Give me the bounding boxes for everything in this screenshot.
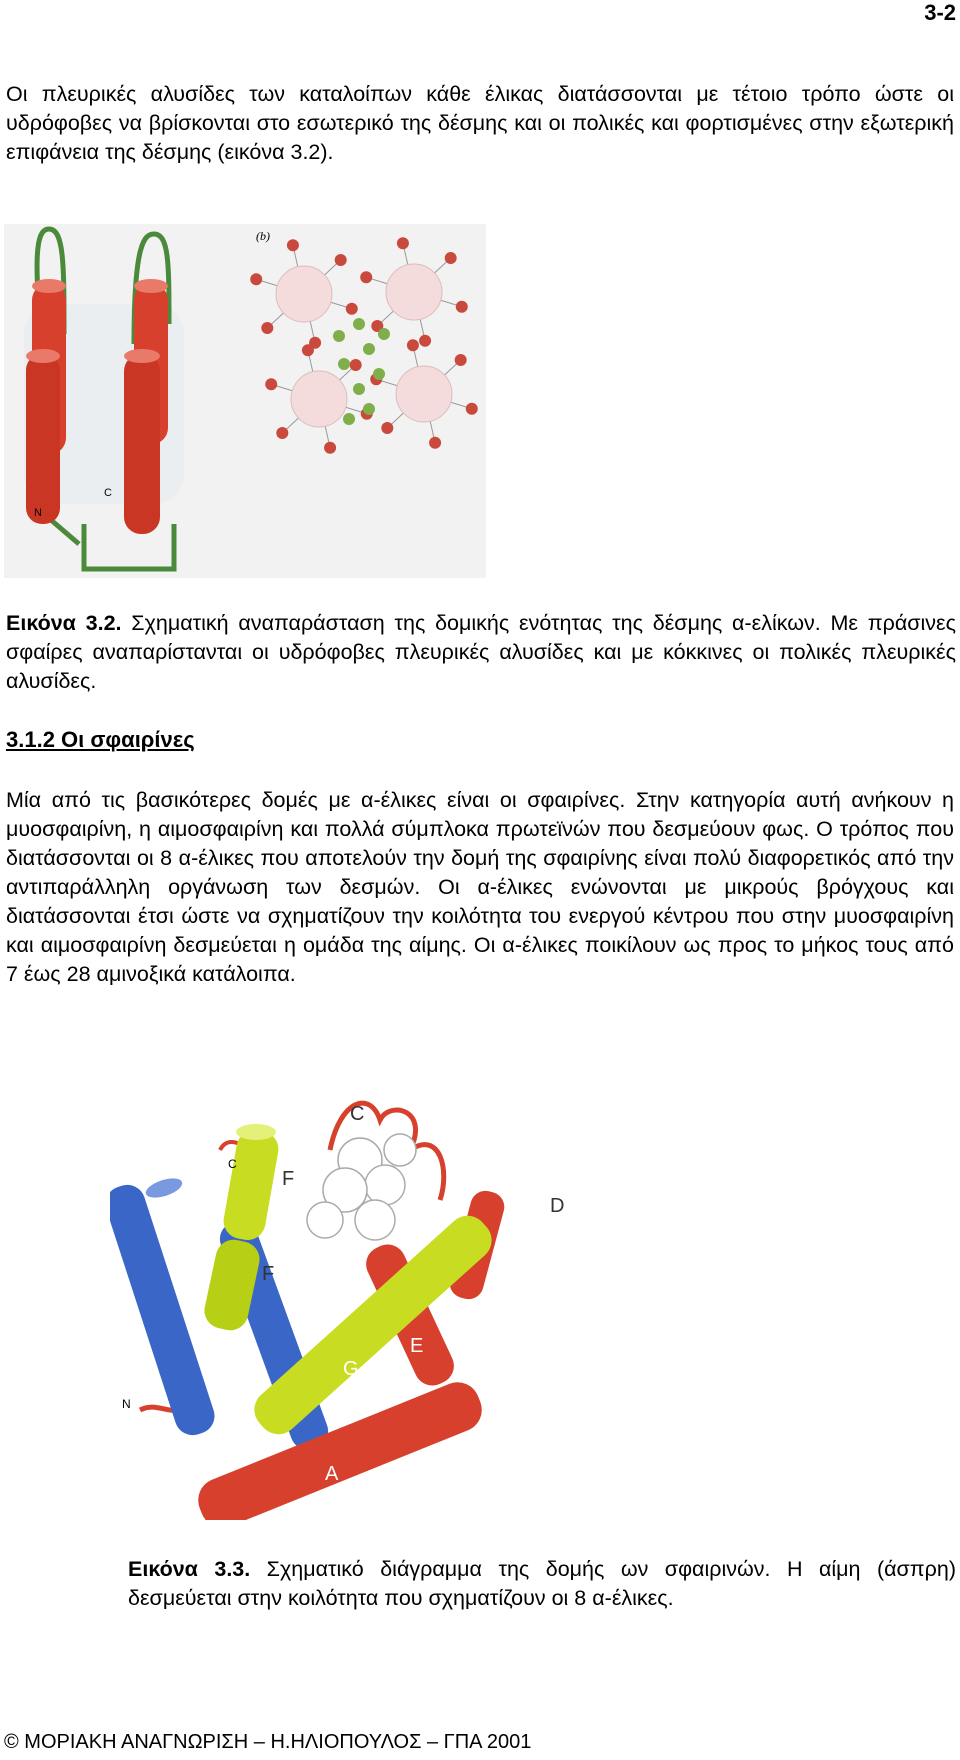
helix-cross-section <box>276 266 332 322</box>
figure-3-3-caption <box>128 1555 956 1613</box>
polar-sphere <box>455 354 467 366</box>
helix-cross-section <box>396 366 452 422</box>
helix-label-h: H <box>190 1273 205 1295</box>
figure-3-3-label: Εικόνα 3.3. <box>128 1557 251 1581</box>
polar-sphere <box>429 437 441 449</box>
globin-fold-diagram <box>110 1090 590 1520</box>
helix-bundle-panel <box>24 229 184 569</box>
helix-a <box>192 1376 489 1520</box>
footer-copyright: © ΜΟΡΙΑΚΗ ΑΝΑΓΝΩΡΙΣΗ – Η.ΗΛΙΟΠΟΥΛΟΣ – ΓΠΑ 2001 <box>4 1731 532 1753</box>
panel-b-label: (b) <box>256 229 270 243</box>
helix-label-g: G <box>343 1358 359 1380</box>
polar-sphere <box>287 239 299 251</box>
helix-label-d: D <box>550 1195 565 1217</box>
section-heading: 3.1.2 Οι σφαιρίνες <box>6 727 195 752</box>
bottom-loop <box>84 524 174 569</box>
figure-3-2-caption <box>6 609 956 696</box>
heme-group <box>307 1134 416 1240</box>
hydrophobic-sphere <box>343 413 355 425</box>
intro-paragraph: Οι πλευρικές αλυσίδες των καταλοίπων κάθε έλικας διατάσσονται με τέτοιο τρόπο ώστε οι υδρόφοβες να βρίσκονται στο εσωτερικό της δέσμης και οι πολικές και φορτισμένες στην εξωτερική επιφάνεια της δέσμης (εικόνα 3.2). <box>6 82 954 164</box>
polar-sphere <box>445 252 457 264</box>
hydrophobic-sphere <box>353 318 365 330</box>
helix-label-f-bottom: F <box>262 1263 275 1285</box>
polar-sphere <box>324 442 336 454</box>
terminus-c-label: C <box>104 487 112 499</box>
hydrophobic-sphere <box>373 368 385 380</box>
figure-3-2-label: Εικόνα 3.2. <box>6 611 122 635</box>
polar-sphere <box>335 254 347 266</box>
helix-label-a: A <box>325 1463 339 1485</box>
hydrophobic-sphere <box>378 328 390 340</box>
hydrophobic-sphere <box>363 403 375 415</box>
hydrophobic-sphere <box>353 383 365 395</box>
figure-3-2-image <box>4 224 486 578</box>
helix-label-e: E <box>410 1335 424 1357</box>
polar-sphere <box>360 271 372 283</box>
terminus-c-label: C <box>228 1157 237 1171</box>
helix-bundle-diagram <box>4 224 486 578</box>
polar-sphere <box>350 359 362 371</box>
polar-sphere <box>419 335 431 347</box>
figure-3-2-caption-text: Σχηματική αναπαράσταση της δομικής ενότητας της δέσμης α-ελίκων. Με πράσινες σφαίρες αναπαρίστανται οι υδρόφοβες πλευρικές αλυσίδες και με κόκκινες οι πολικές πλευρικές αλυσίδες. <box>6 611 957 693</box>
helix-cross-section <box>291 371 347 427</box>
polar-sphere <box>250 273 262 285</box>
globins-paragraph: Μία από τις βασικότερες δομές με α-έλικες είναι οι σφαιρίνες. Στην κατηγορία αυτή ανήκουν η μυοσφαιρίνη, η αιμοσφαιρίνη και πολλά σύμπλοκα πρωτεϊνών που δεσμεύουν φως. Ο τρόπος που διατάσσονται οι 8 α-έλικες που αποτελούν την δομή της σφαιρίνης είναι πολύ διαφορετικός από την αντιπαράλληλη οργάνωση των δεσμών. Οι α-έλικες ενώνονται με μικρούς βρόγχους και διατάσσονται έτσι ώστε να σχηματίζουν την κοιλότητα του ενεργού κέντρου που στην μυοσφαιρίνη και αιμοσφαιρίνη δεσμεύεται η ομάδα της αίμης. Οι α-έλικες ποικίλουν ως προς το μήκος τους από 7 έως 28 αμινοξικά κατάλοιπα. <box>6 788 954 986</box>
helix-cylinder <box>124 354 160 534</box>
polar-sphere <box>397 237 409 249</box>
polar-sphere <box>466 403 478 415</box>
helix-cylinder <box>26 354 60 524</box>
helix-cross-section <box>386 264 442 320</box>
polar-sphere <box>276 427 288 439</box>
page-number: 3-2 <box>924 0 956 25</box>
polar-sphere <box>407 339 419 351</box>
cross-section-panel <box>250 237 478 454</box>
hydrophobic-sphere <box>333 330 345 342</box>
polar-sphere <box>302 344 314 356</box>
polar-sphere <box>456 301 468 313</box>
helix-label-f-top: F <box>282 1168 295 1190</box>
polar-sphere <box>265 378 277 390</box>
figure-3-3-caption-text: Σχηματικό διάγραμμα της δομής ων σφαιρινών. Η αίμη (άσπρη) δεσμεύεται στην κοιλότητα που σχηματίζουν οι 8 α-έλικες. <box>128 1557 956 1610</box>
hydrophobic-sphere <box>338 358 350 370</box>
helix-label-b: B <box>462 1303 476 1325</box>
figure-3-3-image <box>110 1090 590 1520</box>
polar-sphere <box>261 322 273 334</box>
helix-label-c: C <box>350 1103 365 1125</box>
hydrophobic-sphere <box>363 343 375 355</box>
polar-sphere <box>381 422 393 434</box>
terminus-n-label: N <box>122 1397 131 1411</box>
terminus-n-label: N <box>34 507 42 519</box>
polar-sphere <box>346 303 358 315</box>
